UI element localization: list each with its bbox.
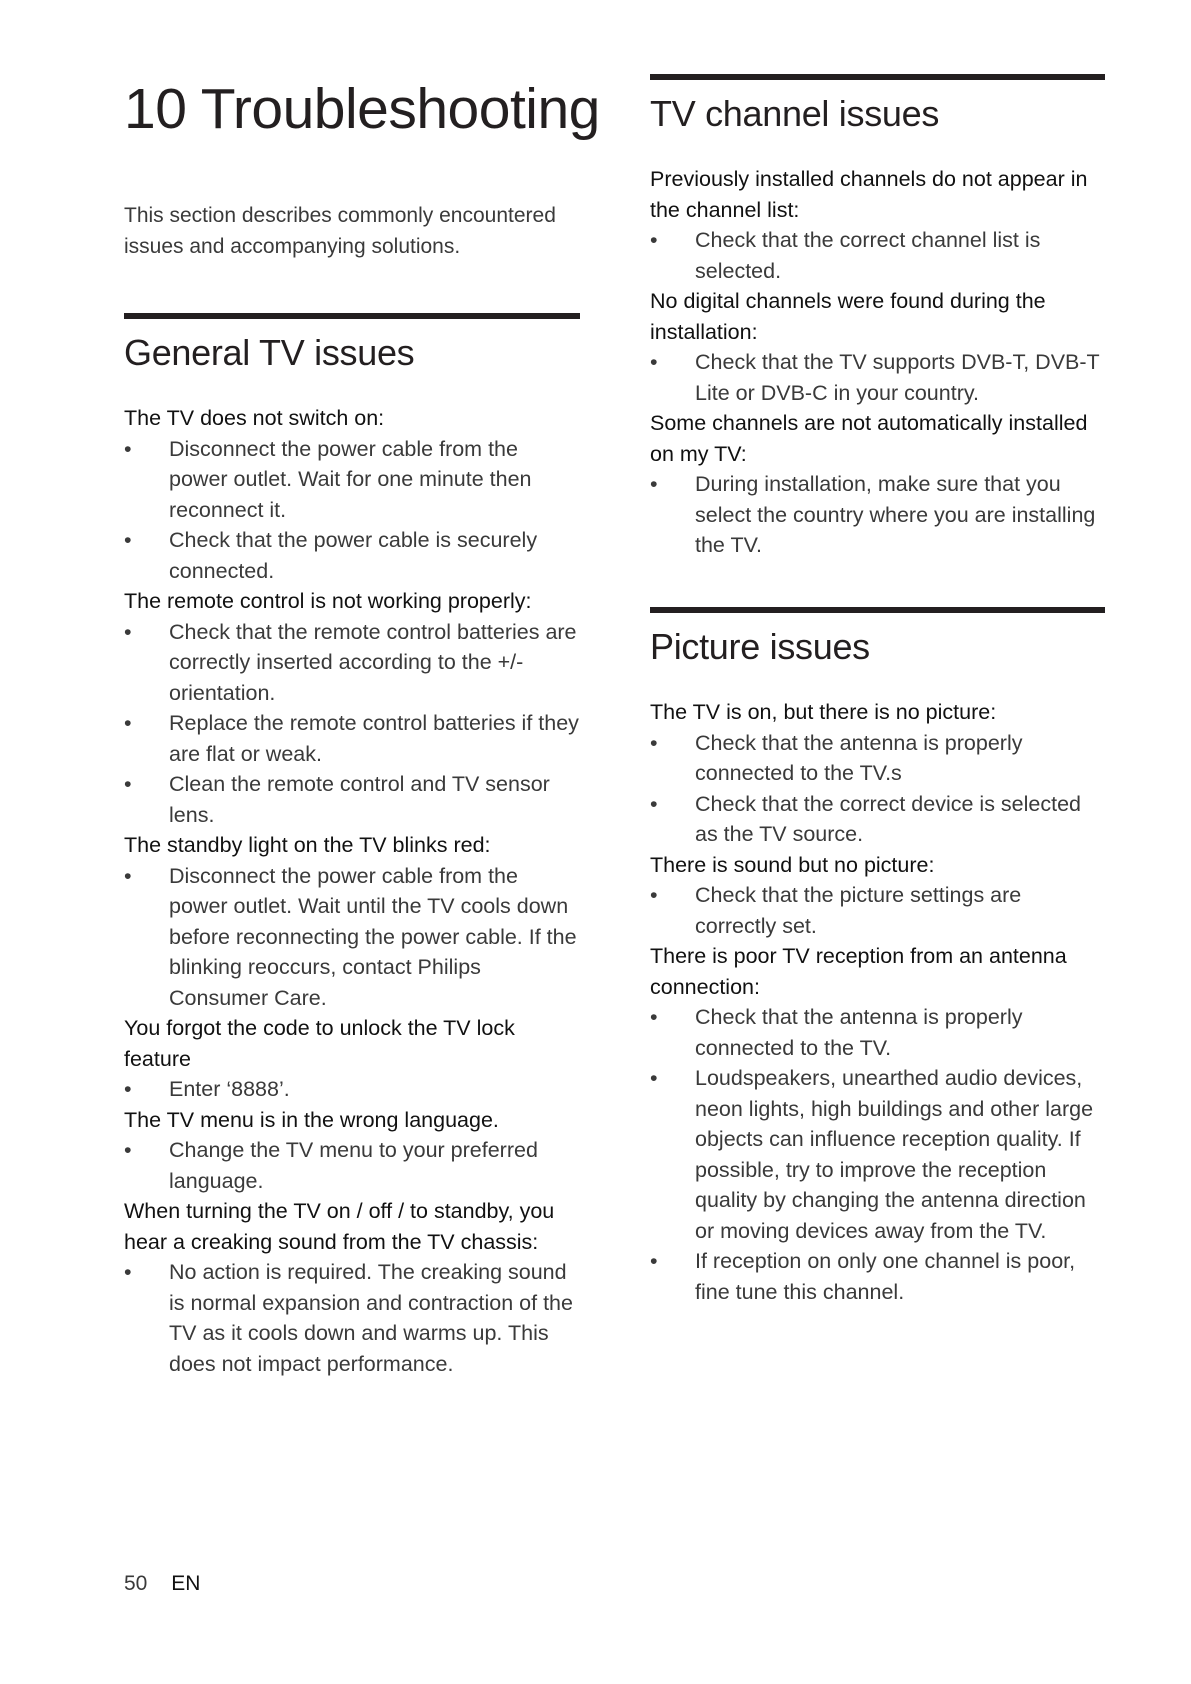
solution-list [650,728,1105,850]
solution-text: Enter ‘8888’. [169,1077,290,1101]
issue-question: Previously installed channels do not appear in the channel list: [650,167,1088,222]
issue-question: There is sound but no picture: [650,852,935,877]
issue-question: You forgot the code to unlock the TV lock feature [124,1016,515,1071]
solution-text: Check that the power cable is securely connected. [169,528,538,583]
solution-list [124,434,580,587]
issue-question: The TV does not switch on: [124,406,385,430]
issue-question: The TV menu is in the wrong language. [124,1107,499,1132]
solution-list [124,1074,580,1105]
solution-text: Check that the correct channel list is selected. [695,228,1041,283]
chapter-title: 10 Troubleshooting [124,77,600,141]
bullet-icon: • [124,711,132,735]
solution-text: Check that the picture settings are correctly set. [695,883,1022,938]
issue-group [650,697,1105,1307]
bullet-icon: • [650,472,658,496]
solution-list [124,617,580,831]
bullet-icon: • [650,1066,658,1090]
solution-list [124,861,580,1014]
solution-item [124,861,580,1014]
section-title: TV channel issues [650,93,940,134]
solution-text: Replace the remote control batteries if they are flat or weak. [169,711,579,766]
bullet-icon: • [650,791,658,816]
solution-text: Check that the TV supports DVB-T, DVB-T Lite or DVB-C in your country. [695,350,1100,405]
solution-text: Clean the remote control and TV sensor lens. [169,772,550,827]
solution-text: Change the TV menu to your preferred language. [169,1138,538,1193]
solution-item [650,469,1105,561]
solution-text: If reception on only one channel is poor, fine tune this channel. [695,1249,1076,1304]
bullet-icon: • [124,619,132,644]
issue-question: The standby light on the TV blinks red: [124,833,491,857]
solution-item [650,728,1105,789]
solution-list [650,347,1105,408]
solution-list [650,469,1105,561]
solution-item [124,1074,580,1105]
section-title: Picture issues [650,626,870,667]
solution-text: Check that the correct device is selected as the TV source. [695,791,1081,846]
solution-item [124,434,580,526]
solution-item [124,1257,580,1379]
solution-text: Disconnect the power cable from the power outlet. Wait until the TV cools down before reconnecting the power cable. If the blinking reoccurs, contact Philips Consumer Care. [169,863,577,1010]
issue-question: When turning the TV on / off / to standby, you hear a creaking sound from the TV chassis: [124,1199,555,1254]
page-number: 50 [124,1572,148,1595]
solution-list [650,1002,1105,1307]
solution-text: No action is required. The creaking sound is normal expansion and contraction of the TV as it cools down and warms up. This does not impact performance. [169,1260,573,1376]
solution-item [650,347,1105,408]
bullet-icon: • [124,1138,132,1162]
solution-item [124,769,580,830]
issue-group [124,403,580,1379]
solution-item [124,708,580,769]
language-code: EN [171,1572,201,1595]
issue-question: No digital channels were found during the installation: [650,289,1046,344]
solution-item [124,525,580,586]
bullet-icon: • [650,1249,658,1273]
issue-question: The TV is on, but there is no picture: [650,700,997,724]
solution-list [650,880,1105,941]
solution-item [650,880,1105,941]
section-general-tv-issues [124,313,580,1379]
solution-text: Check that the antenna is properly connected to the TV.s [695,730,1023,785]
bullet-icon: • [650,228,658,252]
bullet-icon: • [124,436,132,461]
section-tv-channel-issues [650,74,1105,561]
solution-list [124,1257,580,1379]
solution-item [124,1135,580,1196]
issue-question: Some channels are not automatically installed on my TV: [650,411,1088,466]
section-title: General TV issues [124,332,415,373]
bullet-icon: • [124,1260,132,1284]
solution-list [124,1135,580,1196]
solution-item [124,617,580,709]
issue-question: The remote control is not working properly: [124,589,532,613]
bullet-icon: • [124,1077,132,1101]
solution-text: Disconnect the power cable from the power outlet. Wait for one minute then reconnect it. [169,436,532,522]
bullet-icon: • [124,863,132,888]
solution-item [650,789,1105,850]
bullet-icon: • [650,1005,658,1029]
solution-text: Check that the antenna is properly connected to the TV. [695,1005,1023,1060]
solution-text: During installation, make sure that you select the country where you are installing the TV. [695,472,1096,557]
bullet-icon: • [124,528,132,552]
solution-text: Loudspeakers, unearthed audio devices, neon lights, high buildings and other large objects can influence reception quality. If possible, try to improve the reception quality by changing the antenna direction or moving devices away from the TV. [695,1066,1094,1243]
solution-list [650,225,1105,286]
page-footer [124,1572,200,1596]
solution-item [650,1246,1105,1307]
bullet-icon: • [124,772,132,796]
bullet-icon: • [650,730,658,755]
issue-question: There is poor TV reception from an antenna connection: [650,944,1067,999]
issue-group [650,164,1105,561]
section-picture-issues [650,607,1105,1307]
solution-item [650,1002,1105,1063]
solution-text: Check that the remote control batteries are correctly inserted according to the +/- orientation. [169,619,577,705]
chapter-intro: This section describes commonly encountered issues and accompanying solutions. [124,204,556,258]
solution-item [650,225,1105,286]
solution-item [650,1063,1105,1246]
bullet-icon: • [650,883,658,907]
bullet-icon: • [650,350,658,374]
